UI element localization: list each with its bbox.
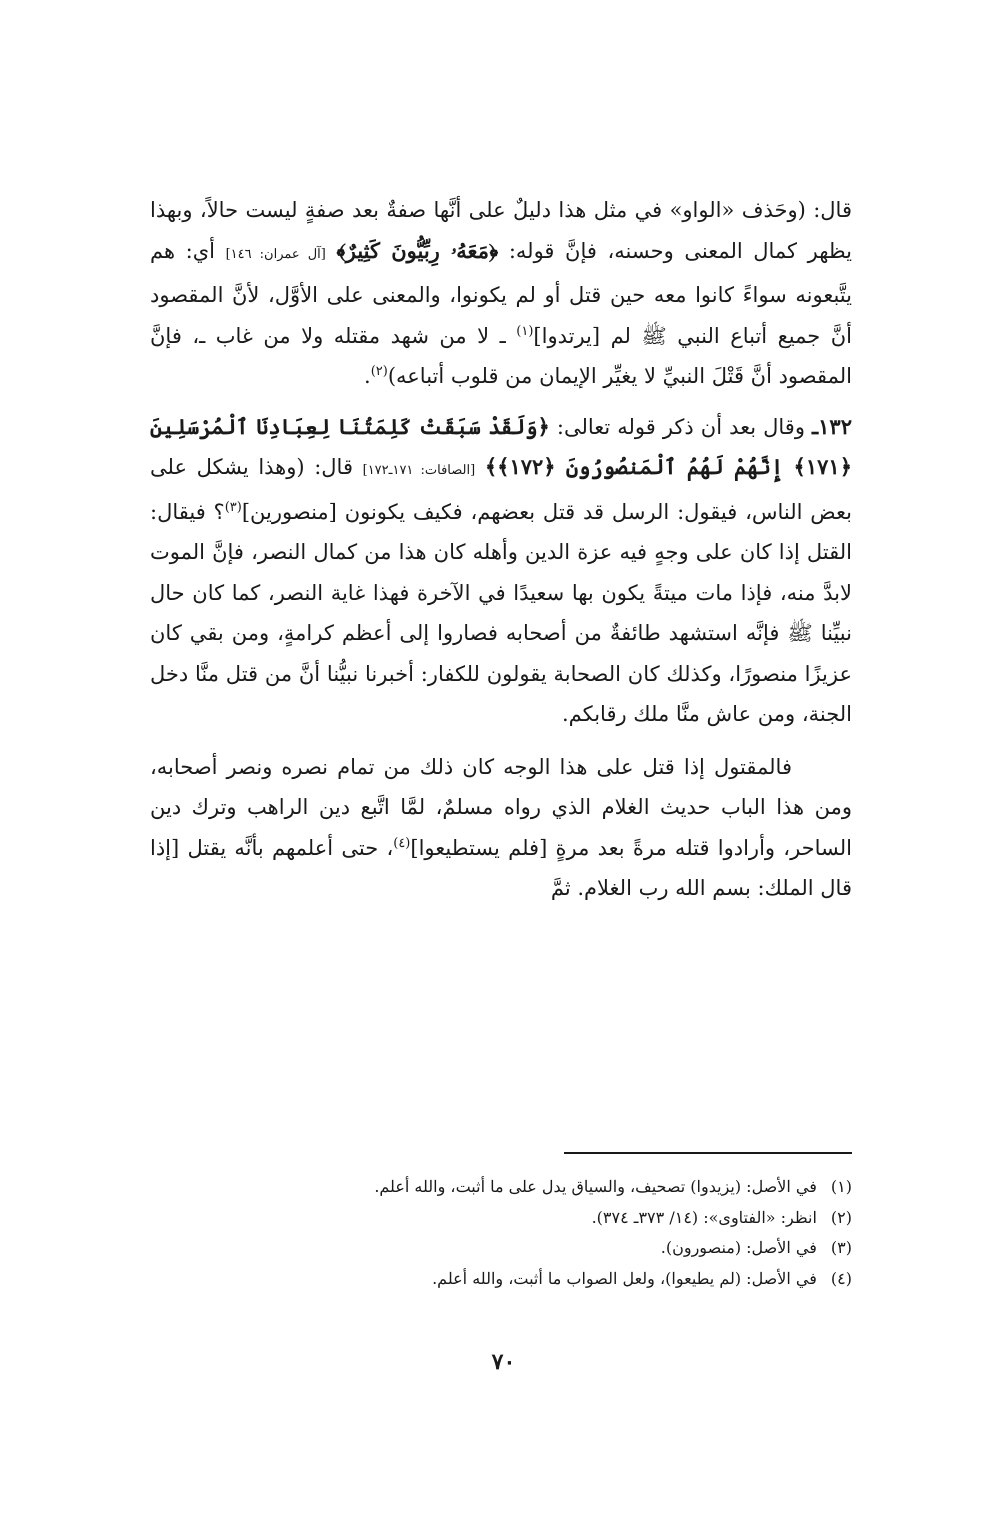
footnotes xyxy=(150,1172,852,1294)
paragraph-3 xyxy=(150,747,852,909)
text-run: ، حتى أعلمهم بأنَّه يقتل [إذا قال الملك: بسم الله رب الغلام. ثمَّ xyxy=(150,835,852,900)
text-run: قال: (وهذا يشكل على بعض الناس، فيقول: الرسل قد قتل بعضهم، فكيف يكونون [منصورين] xyxy=(150,455,852,524)
footnote-4 xyxy=(150,1264,852,1295)
text-run: وقال بعد أن ذكر قوله تعالى: xyxy=(549,414,812,439)
footnote-text: في الأصل: (يزيدوا) تصحيف، والسياق يدل على ما أثبت، والله أعلم. xyxy=(374,1177,817,1196)
text-run: قال: (وحَذف «الواو» في مثل هذا دليلٌ على أنَّها صفةٌ بعد صفةٍ ليست حالاً، وبهذا يظهر كمال المعنى وحسنه، فإنَّ قوله: xyxy=(150,198,852,263)
footnote-text: في الأصل: (لم يطيعوا)، ولعل الصواب ما أثبت، والله أعلم. xyxy=(432,1268,817,1288)
footnote-3 xyxy=(150,1233,852,1264)
page-number: ٧٠ xyxy=(491,1349,516,1375)
paragraph-2 xyxy=(150,407,852,735)
footnote-marker: (٣) xyxy=(224,499,242,515)
text-run: . xyxy=(364,364,371,388)
footnote-2 xyxy=(150,1203,852,1234)
footnote-number: (٤) xyxy=(830,1268,852,1288)
footnote-number: (١) xyxy=(830,1177,852,1196)
verse-reference: [الصافات: ١٧١ـ١٧٢] xyxy=(362,463,476,478)
item-number: ١٣٢ـ xyxy=(812,413,852,439)
footnote-number: (٣) xyxy=(830,1238,852,1257)
footnote-text: في الأصل: (منصورون). xyxy=(660,1238,817,1257)
footnote-text: انظر: «الفتاوى»: (١٤/ ٣٧٣ـ ٣٧٤). xyxy=(591,1207,817,1227)
footnote-divider xyxy=(564,1152,852,1154)
verse-reference: [آل عمران: ١٤٦] xyxy=(225,246,326,262)
paragraph-1 xyxy=(150,190,852,397)
text-run: أي: هم يتَّبعونه سواءً كانوا معه حين قتل أو لم يكونوا، والمعنى على الأوَّل، لأنَّ المقصود أنَّ جميع أتباع النبي ﷺ لم [يرتدوا] xyxy=(150,238,853,348)
footnote-marker: (٤) xyxy=(393,835,411,851)
footnote-marker: (٢) xyxy=(370,364,388,379)
quran-verse: ﴿وَلَقَدْ سَبَقَتْ كَلِمَتُنَا لِعِبَادِنَا ٱلْمُرْسَلِينَ ﴿١٧١﴾ إِنَّهُمْ لَهُمُ ٱلْمَنصُورُونَ ﴿١٧٢﴾﴾ xyxy=(150,413,852,479)
text-run: فالمقتول إذا قتل على هذا الوجه كان ذلك من تمام نصره ونصر أصحابه، ومن هذا الباب حديث الغلام الذي رواه مسلمٌ، لمَّا اتَّبع دين الراهب وترك دين الساحر، وأرادوا قتله مرةً بعد مرةٍ [فلم يستطيعوا] xyxy=(150,754,853,860)
footnote-1 xyxy=(150,1172,852,1203)
text-run: ؟ فيقال: القتل إذا كان على وجهٍ فيه عزة الدين وأهله كان هذا من كمال النصر، فإنَّ الموت لابدَّ منه، فإذا مات ميتةً يكون بها سعيدًا في الآخرة فهذا غاية النصر، كما كان حال نبيِّنا ﷺ فإنَّه استشهد طائفةٌ من أصحابه فصاروا إلى أعظم كرامةٍ، ومن بقي كان عزيزًا منصورًا، وكذلك كان الصحابة يقولون للكفار: أخبرنا نبيُّنا أنَّ من قتل منَّا دخل الجنة، ومن عاش منَّا ملك رقابكم. xyxy=(150,499,852,726)
footnote-marker: (١) xyxy=(516,323,534,339)
footnote-number: (٢) xyxy=(830,1207,852,1227)
quran-verse: ﴿مَعَهُۥ رِبِّيُّونَ كَثِيرٌ﴾ xyxy=(336,237,499,263)
main-text xyxy=(150,190,852,909)
text-run: ـ لا من شهد مقتله ولا من غاب ـ، فإنَّ المقصود أنَّ قَتْلَ النبيِّ لا يغيِّر الإيمان من قلوب أتباعه) xyxy=(150,323,852,388)
